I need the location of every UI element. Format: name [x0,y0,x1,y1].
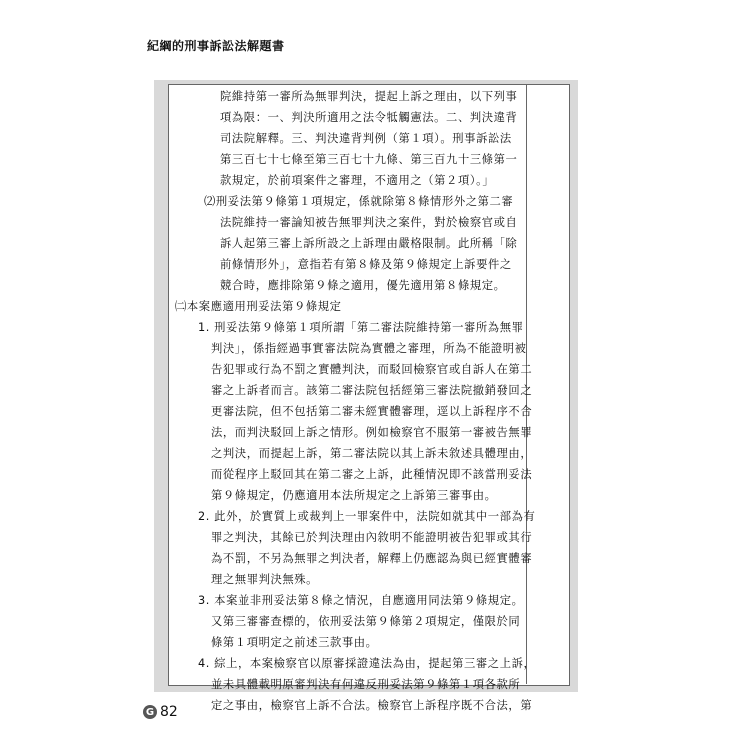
text-line: 罪之判決，其餘已於判決理由內敘明不能證明被告犯罪或其行 [211,531,533,544]
text-line: 法院維持一審論知被告無罪判決之案件，對於檢察官或自 [220,216,518,229]
text-line: 告犯罪或行為不罰之實體判決，而駁回檢察官或自訴人在第二 [211,363,533,376]
text-line: 前條情形外」，意指若有第８條及第９條規定上訴要件之 [220,258,512,271]
text-line: 3. 本案並非刑妥法第８條之情況，自應適用同法第９條規定。 [198,594,524,607]
text-line: 為不罰，不另為無罪之判決者，解釋上仍應認為與已經實體審 [211,552,533,565]
text-line: 第三百七十七條至第三百七十九條、第三百九十三條第一 [220,153,518,166]
chapter-g-icon: G [143,705,157,719]
text-line: 訴人起第三審上訴所設之上訴理由嚴格限制。此所稱「除 [220,237,518,250]
text-line: 更審法院，但不包括第二審未經實體審理，逕以上訴程序不合 [211,405,533,418]
text-line: 定之事由，檢察官上訴不合法。檢察官上訴程序既不合法，第 [211,699,533,712]
text-line: 款規定，於前項案件之審理，不適用之（第２項）。」 [220,174,495,187]
text-line: 項為限：一、判決所適用之法令牴觸憲法。二、判決違背 [220,111,518,124]
text-line: 又第三審審查標的，依刑妥法第９條第２項規定，僅限於同 [211,615,521,628]
text-line: 1. 刑妥法第９條第１項所謂「第二審法院維持第一審所為無罪 [198,321,524,334]
book-title: 紀綱的刑事訴訟法解題書 [147,39,285,53]
text-line: 判決」，係指經過事實審法院為實體之審理，所為不能證明被 [211,342,527,355]
text-line: ⑵刑妥法第９條第１項規定，係就除第８條情形外之第二審 [204,195,514,208]
text-line: 第９條規定，仍應適用本法所規定之上訴第三審事由。 [211,489,497,502]
text-line: 理之無罪判決無殊。 [211,573,319,586]
text-line: 審之上訴者而言。該第二審法院包括經第三審法院撤銷發回之 [211,384,533,397]
text-line: 院維持第一審所為無罪判決，提起上訴之理由，以下列事 [220,90,518,103]
text-line: 並未具體載明原審判決有何違反刑妥法第９條第１項各款所 [211,678,521,691]
page-number: 82 [160,704,178,720]
text-line: 4. 綜上，本案檢察官以原審採證違法為由，提起第三審之上訴， [198,657,536,670]
text-line: 法，而判決駁回上訴之情形。例如檢察官不服第一審被告無罪 [211,426,533,439]
text-line: 而從程序上駁回其在第二審之上訴，此種情況即不該當刑妥法 [211,468,533,481]
text-line: 2. 此外，於實質上或裁判上一罪案件中，法院如就其中一部為有 [198,510,536,523]
text-line: 之判決，而提起上訴，第二審法院以其上訴未敘述具體理由， [211,447,533,460]
section-heading: ㈡本案應適用刑妥法第９條規定 [175,300,342,313]
text-line: 條第１項明定之前述三款事由。 [211,636,378,649]
text-line: 司法院解釋。三、判決違背判例（第１項）。刑事訴訟法 [220,132,512,145]
page-footer [143,704,178,720]
text-line: 競合時，應排除第９條之適用，優先適用第８條規定。 [220,279,506,292]
